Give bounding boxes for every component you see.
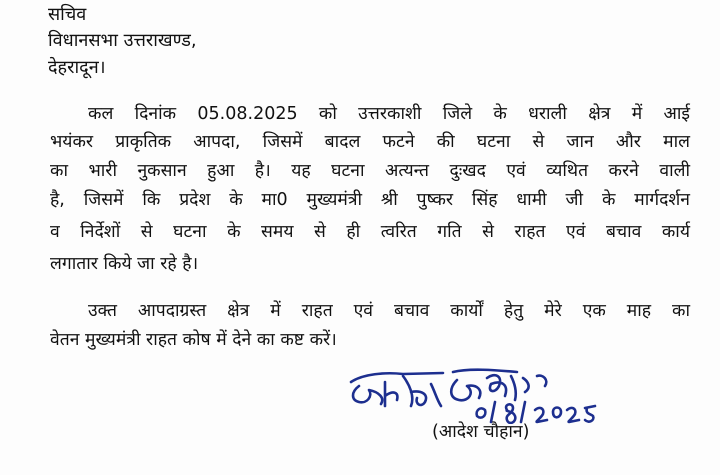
paragraph-line: है, जिसमें कि प्रदेश के मा0 मुख्यमंत्री श्री पुष्कर सिंह धामी जी के मार्गदर्शन: [50, 190, 690, 210]
paragraph-line: भयंकर प्राकृतिक आपदा, जिसमें बादल फटने की घटना से जान और माल: [50, 132, 690, 152]
paragraph-line: उक्त आपदाग्रस्त क्षेत्र में राहत एवं बचाव कार्यों हेतु मेरे एक माह का: [88, 301, 690, 321]
paragraph-line: कल दिनांक 05.08.2025 को उत्तरकाशी जिले के धराली क्षेत्र में आई: [88, 104, 690, 124]
recipient-office: विधानसभा उत्तराखण्ड,: [48, 30, 197, 51]
handwritten-signature: [345, 362, 645, 424]
paragraph-line: वेतन मुख्यमंत्री राहत कोष में देने का कष्ट करें।: [50, 330, 337, 350]
signatory-name: (आदेश चौहान): [432, 422, 530, 442]
recipient-city: देहरादून।: [48, 57, 106, 78]
paragraph-line: लगातार किये जा रहे है।: [50, 254, 199, 274]
paragraph-line: का भारी नुकसान हुआ है। यह घटना अत्यन्त दुःखद एवं व्यथित करने वाली: [50, 161, 690, 181]
paragraph-line: व निर्देशों से घटना के समय से ही त्वरित गति से राहत एवं बचाव कार्य: [50, 222, 690, 242]
recipient-designation: सचिव: [48, 4, 87, 25]
